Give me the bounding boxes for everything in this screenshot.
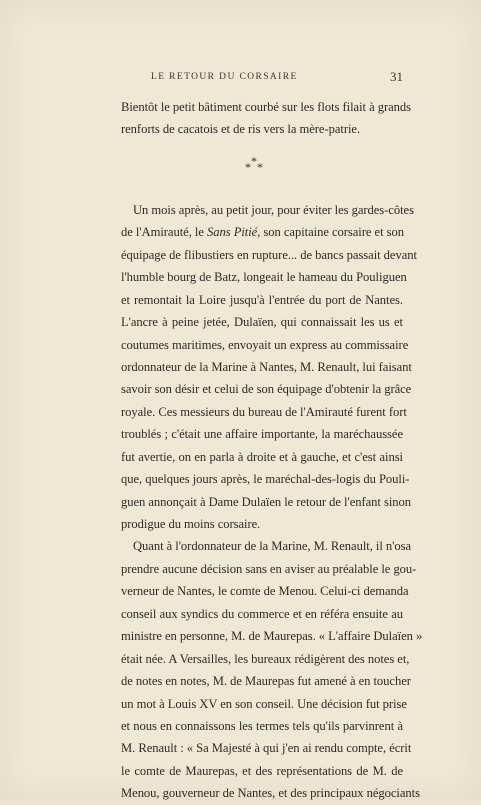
text-line: renforts de cacatois et de ris vers la mère-patrie. xyxy=(121,122,361,137)
text-line: ministre en personne, M. de Maurepas. « L'affaire Dulaïen » xyxy=(121,629,423,644)
text-line: Bientôt le petit bâtiment courbé sur les flots filait à grands xyxy=(121,100,411,114)
page-body xyxy=(121,96,423,805)
text-line: conseil aux syndics du commerce et en référa ensuite au xyxy=(121,606,403,621)
text-line: l'humble bourg de Batz, longeait le hameau du Pouliguen xyxy=(121,270,407,285)
text-line: coutumes maritimes, envoyait un express au commissaire xyxy=(121,337,409,352)
page-header xyxy=(121,70,403,86)
text-line: Un mois après, au petit jour, pour éviter les gardes-côtes xyxy=(133,202,414,217)
text-line: Menou, gouverneur de Nantes, et des principaux négociants xyxy=(121,786,420,801)
text-line: royale. Ces messieurs du bureau de l'Amirauté furent fort xyxy=(121,404,407,419)
text-line: fut avertie, on en parla à droite et à gauche, et c'est ainsi xyxy=(121,449,403,464)
text-line: prendre aucune décision sans en aviser au préalable le gou- xyxy=(121,561,417,576)
text-line: Quant à l'ordonnateur de la Marine, M. Renault, il n'osa xyxy=(133,539,412,554)
text-line: verneur de Nantes, le comte de Menou. Celui-ci demanda xyxy=(121,584,409,599)
paragraph xyxy=(121,535,423,804)
text-line: savoir son désir et celui de son équipage d'obtenir la grâce xyxy=(121,382,412,397)
text-line: que, quelques jours après, le maréchal-des-logis du Pouli- xyxy=(121,472,410,487)
section-break-asterism: * * * xyxy=(245,153,263,174)
text-line: un mot à Louis XV en son conseil. Une décision fut prise xyxy=(121,696,407,711)
paragraph xyxy=(121,96,411,141)
text-line: et nous en connaissons les termes tels qu'ils parvinrent à xyxy=(121,718,403,733)
text-line: et remontait la Loire jusqu'à l'entrée du port de Nantes. xyxy=(121,292,403,307)
text-line: M. Renault : « Sa Majesté à qui j'en ai rendu compte, écrit xyxy=(121,741,412,756)
text-line: prodigue du moins corsaire. xyxy=(121,517,261,531)
ship-name: Sans Pitié xyxy=(207,225,258,240)
text-line: ordonnateur de la Marine à Nantes, M. Renault, lui faisant xyxy=(121,359,412,374)
text-line-with-italic-ship-name: de l'Amirauté, le Sans Pitié, son capitaine corsaire et son xyxy=(121,225,404,240)
text-line: de notes en notes, M. de Maurepas fut amené à en toucher xyxy=(121,674,411,689)
text-line: L'ancre à peine jetée, Dulaïen, qui connaissait les us et xyxy=(121,315,403,330)
page-number: 31 xyxy=(390,69,403,84)
paragraph xyxy=(121,199,417,536)
text-line: guen annonçait à Dame Dulaïen le retour de l'enfant sinon xyxy=(121,494,412,509)
text-line: troublés ; c'était une affaire importante, la maréchaussée xyxy=(121,427,403,442)
text-line: était née. A Versailles, les bureaux rédigèrent des notes et, xyxy=(121,651,410,666)
text-line: le comte de Maurepas, et des représentations de M. de xyxy=(121,763,403,778)
running-head: LE RETOUR DU CORSAIRE xyxy=(151,72,298,82)
text-line: équipage de flibustiers en rupture... de bancs passait devant xyxy=(121,247,417,262)
